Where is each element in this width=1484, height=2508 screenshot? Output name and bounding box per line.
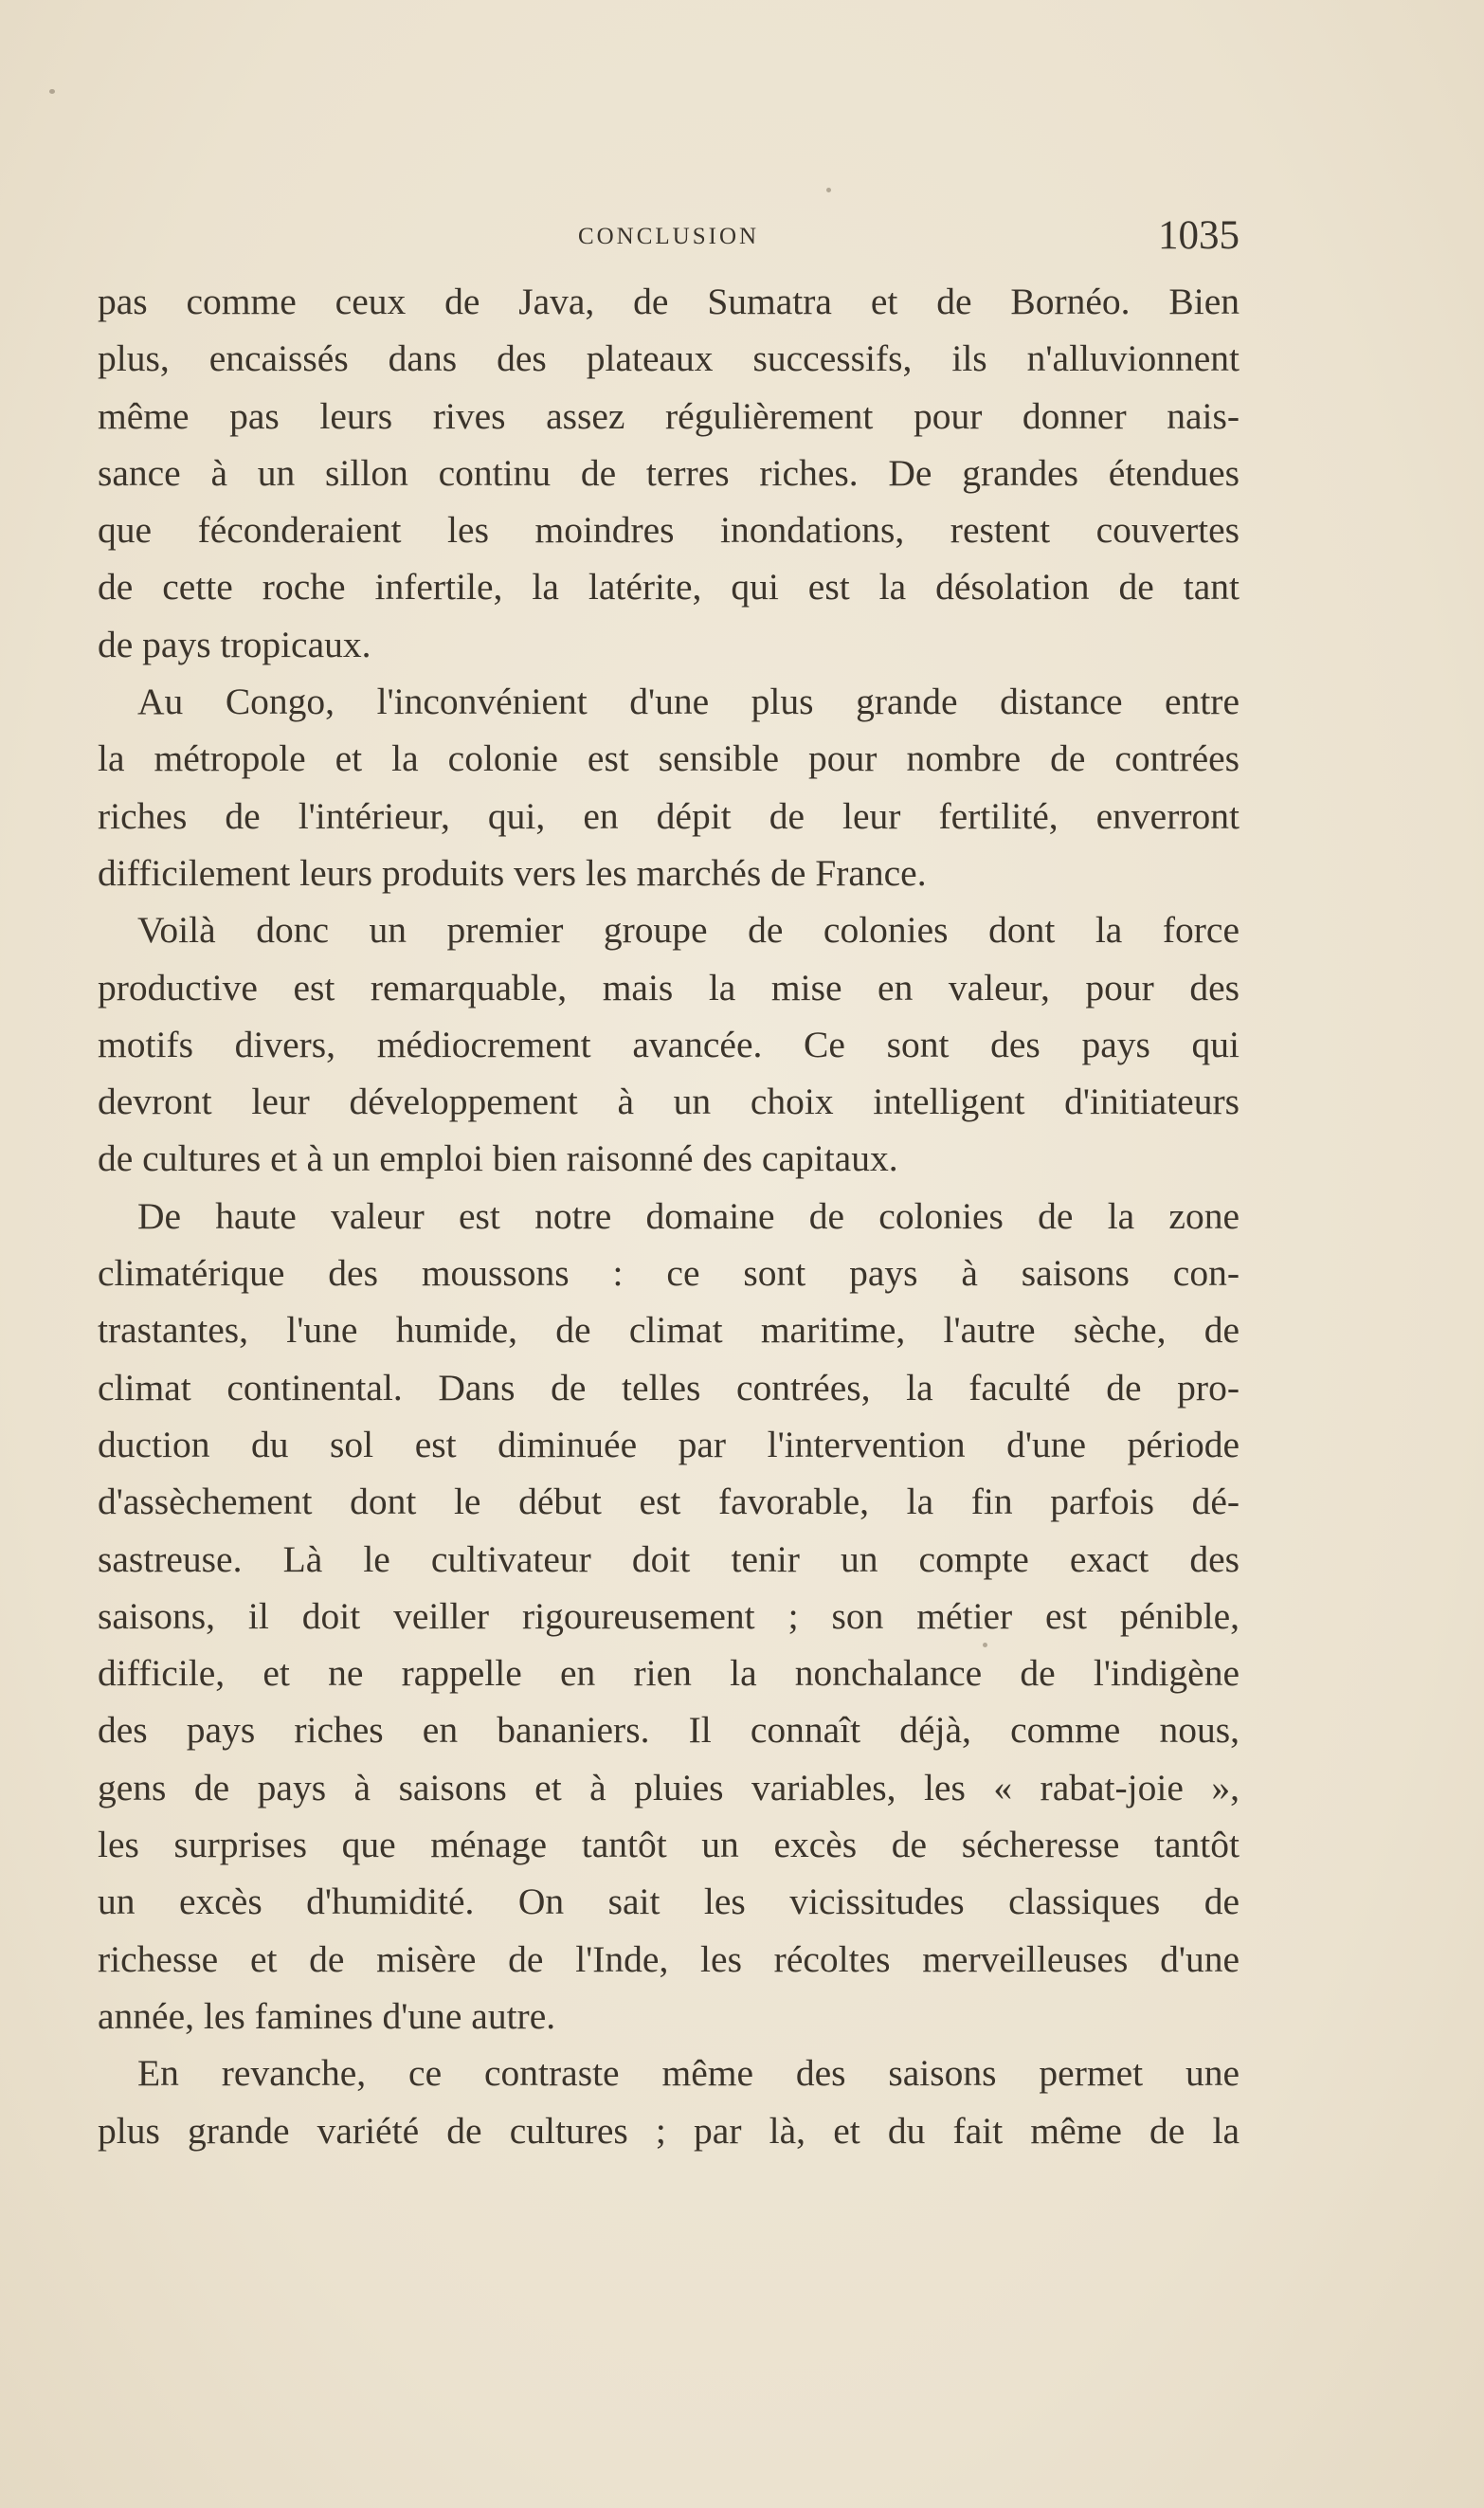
text-line: difficilement leurs produits vers les marchés de France. (98, 851, 927, 894)
text-line: motifs divers, médiocrement avancée. Ce sont des pays qui (98, 1023, 1240, 1065)
text-line: plus grande variété de cultures ; par là, et du fait même de la (98, 2109, 1240, 2152)
text-line: climat continental. Dans de telles contrées, la faculté de pro- (98, 1366, 1240, 1408)
paragraph-2 (98, 673, 1240, 901)
text-line: gens de pays à saisons et à pluies variables, les « rabat-joie », (98, 1766, 1240, 1808)
text-line: année, les famines d'une autre. (98, 1994, 556, 2037)
text-line: de cette roche infertile, la latérite, qui est la désolation de tant (98, 566, 1240, 609)
paper-speck (49, 89, 55, 94)
paragraph-5 (98, 2045, 1240, 2159)
running-header (98, 212, 1240, 269)
text-line: sance à un sillon continu de terres riches. De grandes étendues (98, 451, 1240, 494)
text-line: sastreuse. Là le cultivateur doit tenir un compte exact des (98, 1537, 1240, 1580)
page-number: 1035 (1158, 213, 1240, 258)
text-line: les surprises que ménage tantôt un excès de sécheresse tantôt (98, 1824, 1240, 1866)
text-line: riches de l'intérieur, qui, en dépit de leur fertilité, enverront (98, 794, 1240, 837)
text-line: de pays tropicaux. (98, 623, 371, 665)
text-line: En revanche, ce contraste même des saisons permet une (137, 2052, 1240, 2095)
text-line: plus, encaissés dans des plateaux successifs, ils n'alluvionnent (98, 337, 1240, 380)
body-text (98, 273, 1240, 2159)
text-line: De haute valeur est notre domaine de colonies de la zone (137, 1194, 1240, 1237)
text-line: devront leur développement à un choix intelligent d'initiateurs (98, 1081, 1240, 1123)
paper-speck (826, 188, 831, 192)
text-line: de cultures et à un emploi bien raisonné des capitaux. (98, 1137, 898, 1180)
text-line: d'assèchement dont le début est favorable, la fin parfois dé- (98, 1481, 1240, 1523)
paragraph-4 (98, 1188, 1240, 2045)
text-line: même pas leurs rives assez régulièrement pour donner nais- (98, 394, 1240, 437)
text-line: duction du sol est diminuée par l'intervention d'une période (98, 1423, 1240, 1465)
text-line: pas comme ceux de Java, de Sumatra et de Bornéo. Bien (98, 281, 1240, 322)
text-line: des pays riches en bananiers. Il connaît déjà, comme nous, (98, 1709, 1240, 1752)
paragraph-1 (98, 273, 1240, 673)
text-line: difficile, et ne rappelle en rien la nonchalance de l'indigène (98, 1652, 1240, 1695)
text-line: richesse et de misère de l'Inde, les récoltes merveilleuses d'une (98, 1937, 1240, 1980)
text-line: productive est remarquable, mais la mise en valeur, pour des (98, 966, 1240, 1009)
text-line: climatérique des moussons : ce sont pays à saisons con- (98, 1252, 1240, 1295)
text-line: saisons, il doit veiller rigoureusement ; son métier est pénible, (98, 1594, 1240, 1637)
text-line: la métropole et la colonie est sensible pour nombre de contrées (98, 737, 1240, 780)
paragraph-3 (98, 901, 1240, 1187)
running-title: CONCLUSION (577, 224, 760, 249)
text-line: Au Congo, l'inconvénient d'une plus grande distance entre (137, 681, 1240, 723)
text-line: Voilà donc un premier groupe de colonies dont la force (137, 909, 1240, 952)
text-line: trastantes, l'une humide, de climat maritime, l'autre sèche, de (98, 1309, 1240, 1352)
text-line: un excès d'humidité. On sait les vicissitudes classiques de (98, 1881, 1240, 1923)
text-line: que féconderaient les moindres inondations, restent couvertes (98, 509, 1240, 552)
